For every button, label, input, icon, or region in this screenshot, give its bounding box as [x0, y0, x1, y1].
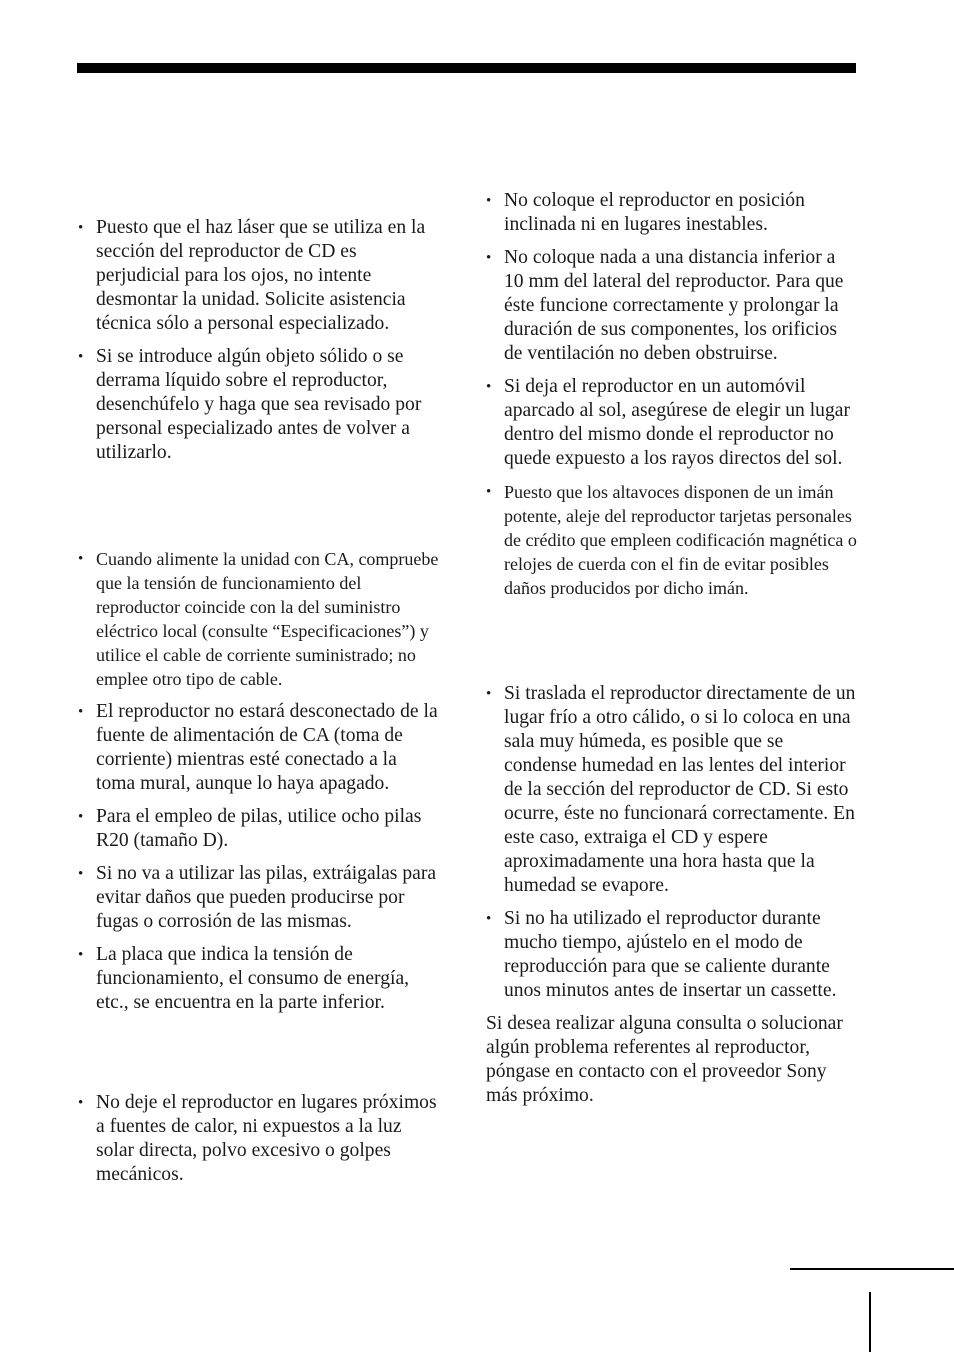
bullet-icon: • [78, 349, 84, 365]
list-item [486, 682, 858, 898]
list-item-text: Si deja el reproductor en un automóvil aparcado al sol, asegúrese de elegir un lugar dentro del mismo donde el reproductor no quede expuesto a los rayos directos del sol. [504, 376, 850, 469]
list-item [78, 345, 440, 465]
bullet-icon: • [486, 911, 492, 927]
bottom-rule [790, 1268, 954, 1270]
list-item [486, 375, 858, 471]
list-item [78, 547, 440, 691]
list-item-text: Si no va a utilizar las pilas, extráigalas para evitar daños que pueden producirse por fugas o corrosión de las mismas. [96, 863, 437, 932]
closing-paragraph: Si desea realizar alguna consulta o solucionar algún problema referentes al reproductor, póngase en contacto con el proveedor Sony más próximo. [486, 1013, 843, 1106]
bullet-icon: • [78, 220, 84, 236]
list-item-text: Para el empleo de pilas, utilice ocho pilas R20 (tamaño D). [96, 806, 422, 851]
left-column [78, 216, 440, 1196]
bullet-icon: • [78, 866, 84, 882]
condensation-list [486, 682, 858, 1003]
bullet-icon: • [78, 1095, 84, 1111]
installation-list [78, 1091, 440, 1187]
list-item-text: La placa que indica la tensión de funcionamiento, el consumo de energía, etc., se encuentra en la parte inferior. [96, 944, 410, 1013]
bullet-icon: • [486, 193, 492, 209]
safety-list [78, 216, 440, 465]
list-item-text: Puesto que los altavoces disponen de un imán potente, aleje del reproductor tarjetas personales de crédito que empleen codificación magnética o relojes de cuerda con el fin de evitar posibles daños producidos por dicho imán. [504, 482, 857, 598]
bullet-icon: • [78, 809, 84, 825]
list-item [78, 216, 440, 336]
list-item [78, 1091, 440, 1187]
list-item-text: No coloque nada a una distancia inferior a 10 mm del lateral del reproductor. Para que éste funcione correctamente y prolongar la duración de sus componentes, los orificios de ventilación no deben obstruirse. [504, 247, 844, 364]
installation-list-continued [486, 189, 858, 600]
list-item [486, 480, 858, 600]
list-item-text: No coloque el reproductor en posición inclinada ni en lugares inestables. [504, 190, 805, 235]
list-item-text: Si no ha utilizado el reproductor durante mucho tiempo, ajústelo en el modo de reproducción para que se caliente durante unos minutos antes de insertar un cassette. [504, 908, 837, 1001]
power-list [78, 547, 440, 1015]
list-item [486, 907, 858, 1003]
list-item-text: El reproductor no estará desconectado de la fuente de alimentación de CA (toma de corriente) mientras esté conectado a la toma mural, aunque lo haya apagado. [96, 701, 438, 794]
list-item [78, 943, 440, 1015]
list-item [486, 189, 858, 237]
bullet-icon: • [78, 947, 84, 963]
list-item [78, 805, 440, 853]
list-item [486, 246, 858, 366]
list-item [78, 700, 440, 796]
bullet-icon: • [486, 379, 492, 395]
list-item-text: Si se introduce algún objeto sólido o se derrama líquido sobre el reproductor, desenchúfelo y haga que sea revisado por personal especializado antes de volver a utilizarlo. [96, 346, 422, 463]
bullet-icon: • [486, 484, 492, 500]
list-item-text: Si traslada el reproductor directamente de un lugar frío a otro cálido, o si lo coloca en una sala muy húmeda, es posible que se condense humedad en las lentes del interior de la sección del reproductor de CD. Si esto ocurre, éste no funcionará correctamente. En este caso, extraiga el CD y espere aproximadamente una hora hasta que la humedad se evapore. [504, 683, 856, 896]
list-item-text: Puesto que el haz láser que se utiliza en la sección del reproductor de CD es perjudicial para los ojos, no intente desmontar la unidad. Solicite asistencia técnica sólo a personal especializado. [96, 217, 426, 334]
side-rule [869, 1292, 871, 1352]
list-item-text: No deje el reproductor en lugares próximos a fuentes de calor, ni expuestos a la luz solar directa, polvo excesivo o golpes mecánicos. [96, 1092, 437, 1185]
list-item-text: Cuando alimente la unidad con CA, compruebe que la tensión de funcionamiento del reproductor coincide con la del suministro eléctrico local (consulte “Especificaciones”) y utilice el cable de corriente suministrado; no emplee otro tipo de cable. [96, 549, 439, 689]
right-column [486, 189, 858, 1108]
bullet-icon: • [486, 686, 492, 702]
bullet-icon: • [486, 250, 492, 266]
list-item [78, 862, 440, 934]
bullet-icon: • [78, 704, 84, 720]
bullet-icon: • [78, 551, 84, 567]
top-rule [77, 63, 856, 73]
